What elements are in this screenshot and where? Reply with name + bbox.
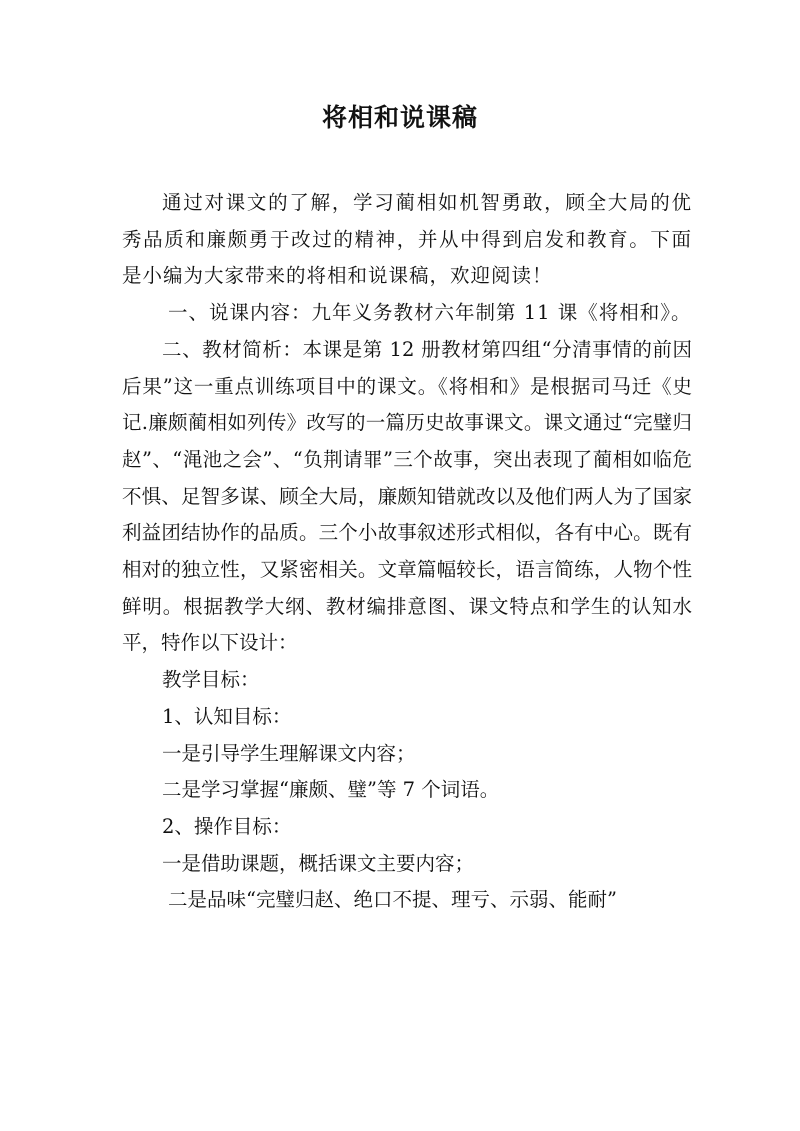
operation-goal-item-2: 二是品味“完璧归赵、绝口不提、理亏、示弱、能耐” bbox=[168, 888, 617, 912]
operation-goal-item-1: 一是借助课题，概括课文主要内容； bbox=[162, 851, 475, 875]
teaching-goals-heading: 教学目标： bbox=[162, 668, 260, 692]
lesson-content-paragraph: 一、说课内容：九年义务教材六年制第 11 课《将相和》。 bbox=[168, 301, 692, 325]
operation-goal-heading: 2、操作目标： bbox=[162, 814, 292, 838]
cognitive-goal-heading: 1、认知目标： bbox=[162, 704, 292, 728]
cognitive-goal-item-1: 一是引导学生理解课文内容； bbox=[162, 741, 416, 765]
textbook-analysis-paragraph: 二、教材简析：本课是第 12 册教材第四组“分清事情的前因后果”这一重点训练项目中的课文。《将相和》是根据司马迁《史记.廉颇蔺相如列传》改写的一篇历史故事课文。课文通过“完璧归赵”、“渑池之会”、“负荆请罪”三个故事，突出表现了蔺相如临危不惧、足智多谋、顾全大局，廉颇知错就改以及他们两人为了国家利益团结协作的品质。三个小故事叙述形式相似，各有中心。既有相对的独立性，又紧密相关。文章篇幅较长，语言简练，人物个性鲜明。根据教学大纲、教材编排意图、课文特点和学生的认知水平，特作以下设计： bbox=[122, 337, 692, 655]
document-body bbox=[122, 185, 692, 919]
cognitive-goal-item-2: 二是学习掌握“廉颇、璧”等 7 个词语。 bbox=[162, 778, 500, 802]
intro-paragraph: 通过对课文的了解，学习蔺相如机智勇敢，顾全大局的优秀品质和廉颇勇于改过的精神，并从中得到启发和教育。下面是小编为大家带来的将相和说课稿，欢迎阅读！ bbox=[122, 191, 692, 288]
document-title: 将相和说课稿 bbox=[321, 103, 478, 132]
